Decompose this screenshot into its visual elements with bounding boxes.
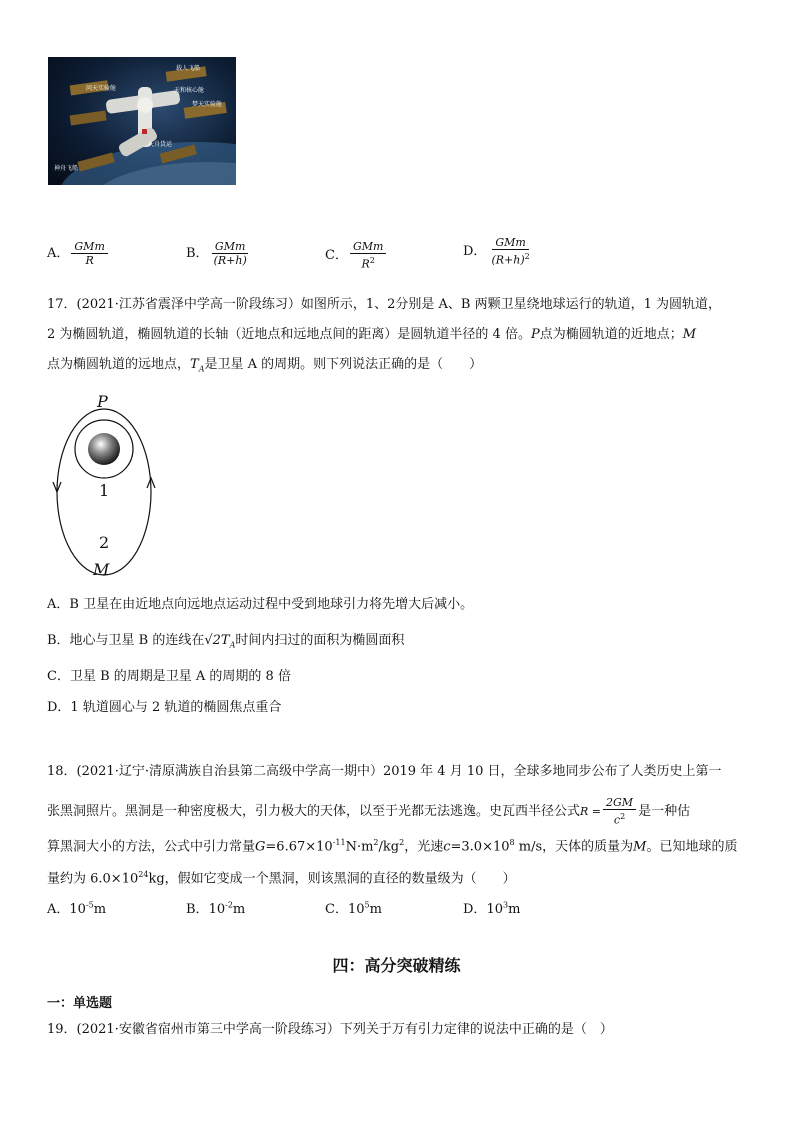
label-orbit-2: 2	[99, 533, 110, 552]
q17-stem-line3: 点为椭圆轨道的远地点，$T_A$是卫星 A 的周期。则下列说法正确的是（ ）	[47, 357, 483, 374]
label-m: M	[93, 560, 110, 579]
q16-option-c: C． $\frac{\text{GMm}}{R^2}$	[325, 240, 388, 271]
photo-label: 梦天实验舱	[192, 101, 223, 108]
q18-stem-line1: 18．(2021·辽宁·清原满族自治县第二高级中学高一期中）2019 年 4 月 10 日，全球多地同步公布了人类历史上第一	[47, 764, 722, 779]
label-p: P	[97, 392, 108, 411]
q18-stem-line2: 张黑洞照片。黑洞是一种密度极大，引力极大的天体，以至于光都无法逃逸。史瓦西半径公式R = $\frac{2GM}{c^2}$ 是一种估	[47, 796, 691, 827]
section-subheading: 一：单选题	[47, 996, 113, 1011]
q17-stem-line2: 2 为椭圆轨道，椭圆轨道的长轴（近地点和远地点间的距离）是圆轨道半径的 4 倍。P点为椭圆轨道的近地点；M	[47, 327, 697, 342]
q16-option-d: D． $\frac{\text{GMm}}{(R+h)^2}$	[463, 236, 530, 267]
orbit-diagram	[47, 392, 167, 582]
q18-option-c: C．$10^5m$	[325, 900, 382, 917]
photo-label: 载人飞船	[176, 65, 201, 72]
photo-label: 天舟货运	[148, 141, 173, 148]
earth	[88, 433, 120, 465]
photo-label: 天和核心舱	[174, 87, 205, 94]
q18-stem-line4: 量约为 $6.0\times 10^{24}kg$，假如它变成一个黑洞，则该黑洞的直径的数量级为（ ）	[47, 870, 516, 887]
q18-stem-line3: 算黑洞大小的方法，公式中引力常量$G=6.67\times 10^{-11}N\cdot m^2/kg^2$，光速$c=3.0\times 10^8$ m/s，天体的质量为M。已知地球的质	[47, 838, 738, 855]
q17-option-c: C．卫星 B 的周期是卫星 A 的周期的 8 倍	[47, 669, 291, 684]
section-heading: 四：高分突破精练	[332, 956, 461, 975]
q18-option-d: D．$10^3m$	[463, 900, 521, 917]
q17-stem-line1: 17．(2021·江苏省震泽中学高一阶段练习）如图所示，1、2分别是 A、B 两颗卫星绕地球运行的轨道，1 为圆轨道，	[47, 297, 721, 312]
photo-label: 问天实验舱	[86, 85, 117, 92]
q19-stem-line1: 19．(2021·安徽省宿州市第三中学高一阶段练习）下列关于万有引力定律的说法中正确的是（ ）	[47, 1022, 613, 1037]
q16-option-a: A． $\frac{\text{GMm}}{R}$	[47, 240, 110, 267]
q17-option-b: B．地心与卫星 B 的连线在$√2T_A$时间内扫过的面积为椭圆面积	[47, 633, 405, 650]
q17-option-a: A．B 卫星在由近地点向远地点运动过程中受到地球引力将先增大后减小。	[47, 597, 474, 612]
q18-option-a: A．$10^{-5}m$	[47, 900, 107, 917]
label-orbit-1: 1	[99, 481, 110, 500]
space-station-photo	[48, 57, 236, 185]
q16-option-b: B． $\frac{\text{GMm}}{(R+h)}$	[186, 240, 247, 267]
q17-option-d: D．1 轨道圆心与 2 轨道的椭圆焦点重合	[47, 700, 282, 715]
photo-label: 神舟飞船	[54, 165, 79, 172]
q18-option-b: B．$10^{-2}m$	[186, 900, 246, 917]
